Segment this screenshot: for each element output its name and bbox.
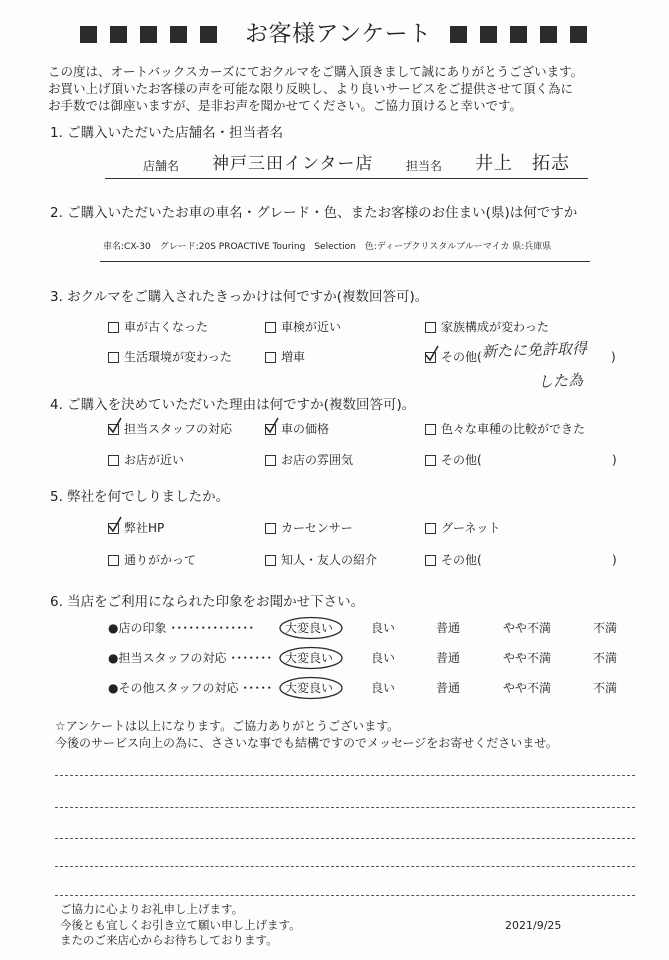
q4-heading: 4. ご購入を決めていただいた理由は何ですか(複数回答可)。 (50, 397, 416, 413)
checkbox (425, 424, 436, 435)
rating-option: 良い (371, 621, 396, 635)
checkbox (108, 352, 119, 363)
checkbox (425, 523, 436, 534)
q5-heading: 5. 弊社を何でしりましたか。 (50, 489, 230, 505)
check-mark-icon (107, 516, 123, 534)
message-line (55, 807, 635, 808)
option-label: 増車 (281, 350, 306, 364)
footer-line: 今後とも宜しくお引き立て願い申し上げます。 (60, 918, 301, 932)
closing-line: ☆アンケートは以上になります。ご協力ありがとうございます。 (55, 719, 400, 733)
store-label: 店舗名 (143, 159, 180, 173)
square-decor (80, 26, 97, 43)
checkbox (108, 555, 119, 566)
option-label: 車の価格 (281, 422, 330, 436)
option-label: 車検が近い (281, 320, 342, 334)
option-label: 車が古くなった (124, 320, 209, 334)
rating-option: 普通 (436, 681, 461, 695)
message-line (55, 895, 635, 896)
message-line (55, 775, 635, 776)
rating-option: 不満 (593, 651, 618, 665)
survey-date: 2021/9/25 (505, 919, 562, 932)
q1-heading: 1. ご購入いただいた店舗名・担当者名 (50, 125, 284, 141)
rating-row-label: ●店の印象 ･･････････････ (108, 621, 255, 635)
rating-option: 大変良い (285, 621, 334, 635)
option-label: カーセンサー (281, 521, 353, 535)
square-decor (540, 26, 557, 43)
other-close-paren: ) (611, 350, 616, 364)
message-line (55, 866, 635, 867)
option-label: その他( (441, 350, 482, 364)
option-label: 色々な車種の比較ができた (441, 422, 586, 436)
q1-underline (105, 178, 588, 179)
other-close-paren: ) (612, 453, 617, 467)
footer-line: ご協力に心よりお礼申し上げます。 (60, 902, 244, 916)
rating-option: 大変良い (285, 651, 334, 665)
check-mark-icon (424, 345, 440, 363)
q3-heading: 3. おクルマをご購入されたきっかけは何ですか(複数回答可)。 (50, 289, 429, 305)
footer-line: またのご来店心からお待ちしております。 (60, 933, 278, 947)
checkbox (265, 352, 276, 363)
closing-line: 今後のサービス向上の為に、ささいな事でも結構ですのでメッセージをお寄せくださいませ。 (55, 736, 558, 750)
option-label: お店の雰囲気 (281, 453, 354, 467)
rating-circle-mark (278, 616, 344, 640)
staff-label: 担当名 (406, 159, 443, 173)
rating-circle-mark (278, 646, 344, 670)
rating-option: 良い (371, 651, 396, 665)
other-close-paren: ) (612, 553, 617, 567)
checkbox (108, 322, 119, 333)
rating-option: 不満 (593, 681, 618, 695)
option-label: グーネット (441, 521, 501, 535)
option-label: その他( (441, 453, 482, 467)
rating-option: 普通 (436, 651, 461, 665)
q2-underline (100, 261, 590, 262)
rating-option: 大変良い (285, 681, 334, 695)
option-label: 通りがかって (124, 553, 197, 567)
rating-option: やや不満 (503, 681, 552, 695)
square-decor (480, 26, 497, 43)
option-label: 家族構成が変わった (441, 320, 549, 334)
store-value: 神戸三田インター店 (212, 154, 374, 174)
staff-value: 井上 拓志 (475, 153, 570, 174)
checkbox (425, 555, 436, 566)
message-line (55, 838, 635, 839)
option-label: 知人・友人の紹介 (281, 553, 378, 567)
option-label: 担当スタッフの対応 (124, 422, 233, 436)
square-decor (110, 26, 127, 43)
q6-heading: 6. 当店をご利用になられた印象をお聞かせ下さい。 (50, 594, 365, 610)
handwritten-other-reason: 新たに免許取得 (481, 339, 588, 361)
rating-circle-mark (278, 676, 344, 700)
checkbox (425, 322, 436, 333)
square-decor (450, 26, 467, 43)
rating-row-label: ●担当スタッフの対応 ･･･････ (108, 651, 273, 665)
checkbox (265, 555, 276, 566)
car-info-answer: 車名:CX-30 グレード:20S PROACTIVE Touring Selection 色:ディープクリスタルブルーマイカ 県:兵庫県 (103, 242, 552, 252)
handwritten-other-reason-cont: した為 (537, 370, 584, 392)
option-label: お店が近い (124, 453, 185, 467)
rating-row-label: ●その他スタッフの対応 ･････ (108, 681, 273, 695)
intro-line: この度は、オートバックスカーズにておクルマをご購入頂きまして誠にありがとうございます。 (48, 64, 584, 79)
checkbox (265, 322, 276, 333)
rating-option: やや不満 (503, 651, 552, 665)
check-mark-icon (107, 417, 123, 435)
rating-option: 普通 (436, 621, 461, 635)
rating-option: 良い (371, 681, 396, 695)
option-label: 生活環境が変わった (124, 350, 232, 364)
square-decor (170, 26, 187, 43)
rating-option: 不満 (593, 621, 618, 635)
square-decor (140, 26, 157, 43)
q2-heading: 2. ご購入いただいたお車の車名・グレード・色、またお客様のお住まい(県)は何ですか (50, 205, 578, 221)
intro-line: お手数では御座いますが、是非お声を聞かせてください。ご協力頂けると幸いです。 (48, 98, 523, 113)
option-label: その他( (441, 553, 482, 567)
square-decor (510, 26, 527, 43)
check-mark-icon (264, 417, 280, 435)
intro-line: お買い上げ頂いたお客様の声を可能な限り反映し、より良いサービスをご提供させて頂く為に (48, 81, 574, 96)
checkbox (265, 455, 276, 466)
checkbox (425, 455, 436, 466)
checkbox (108, 455, 119, 466)
square-decor (570, 26, 587, 43)
option-label: 弊社HP (124, 521, 165, 535)
page-title: お客様アンケート (245, 21, 432, 47)
rating-option: やや不満 (503, 621, 552, 635)
square-decor (200, 26, 217, 43)
checkbox (265, 523, 276, 534)
